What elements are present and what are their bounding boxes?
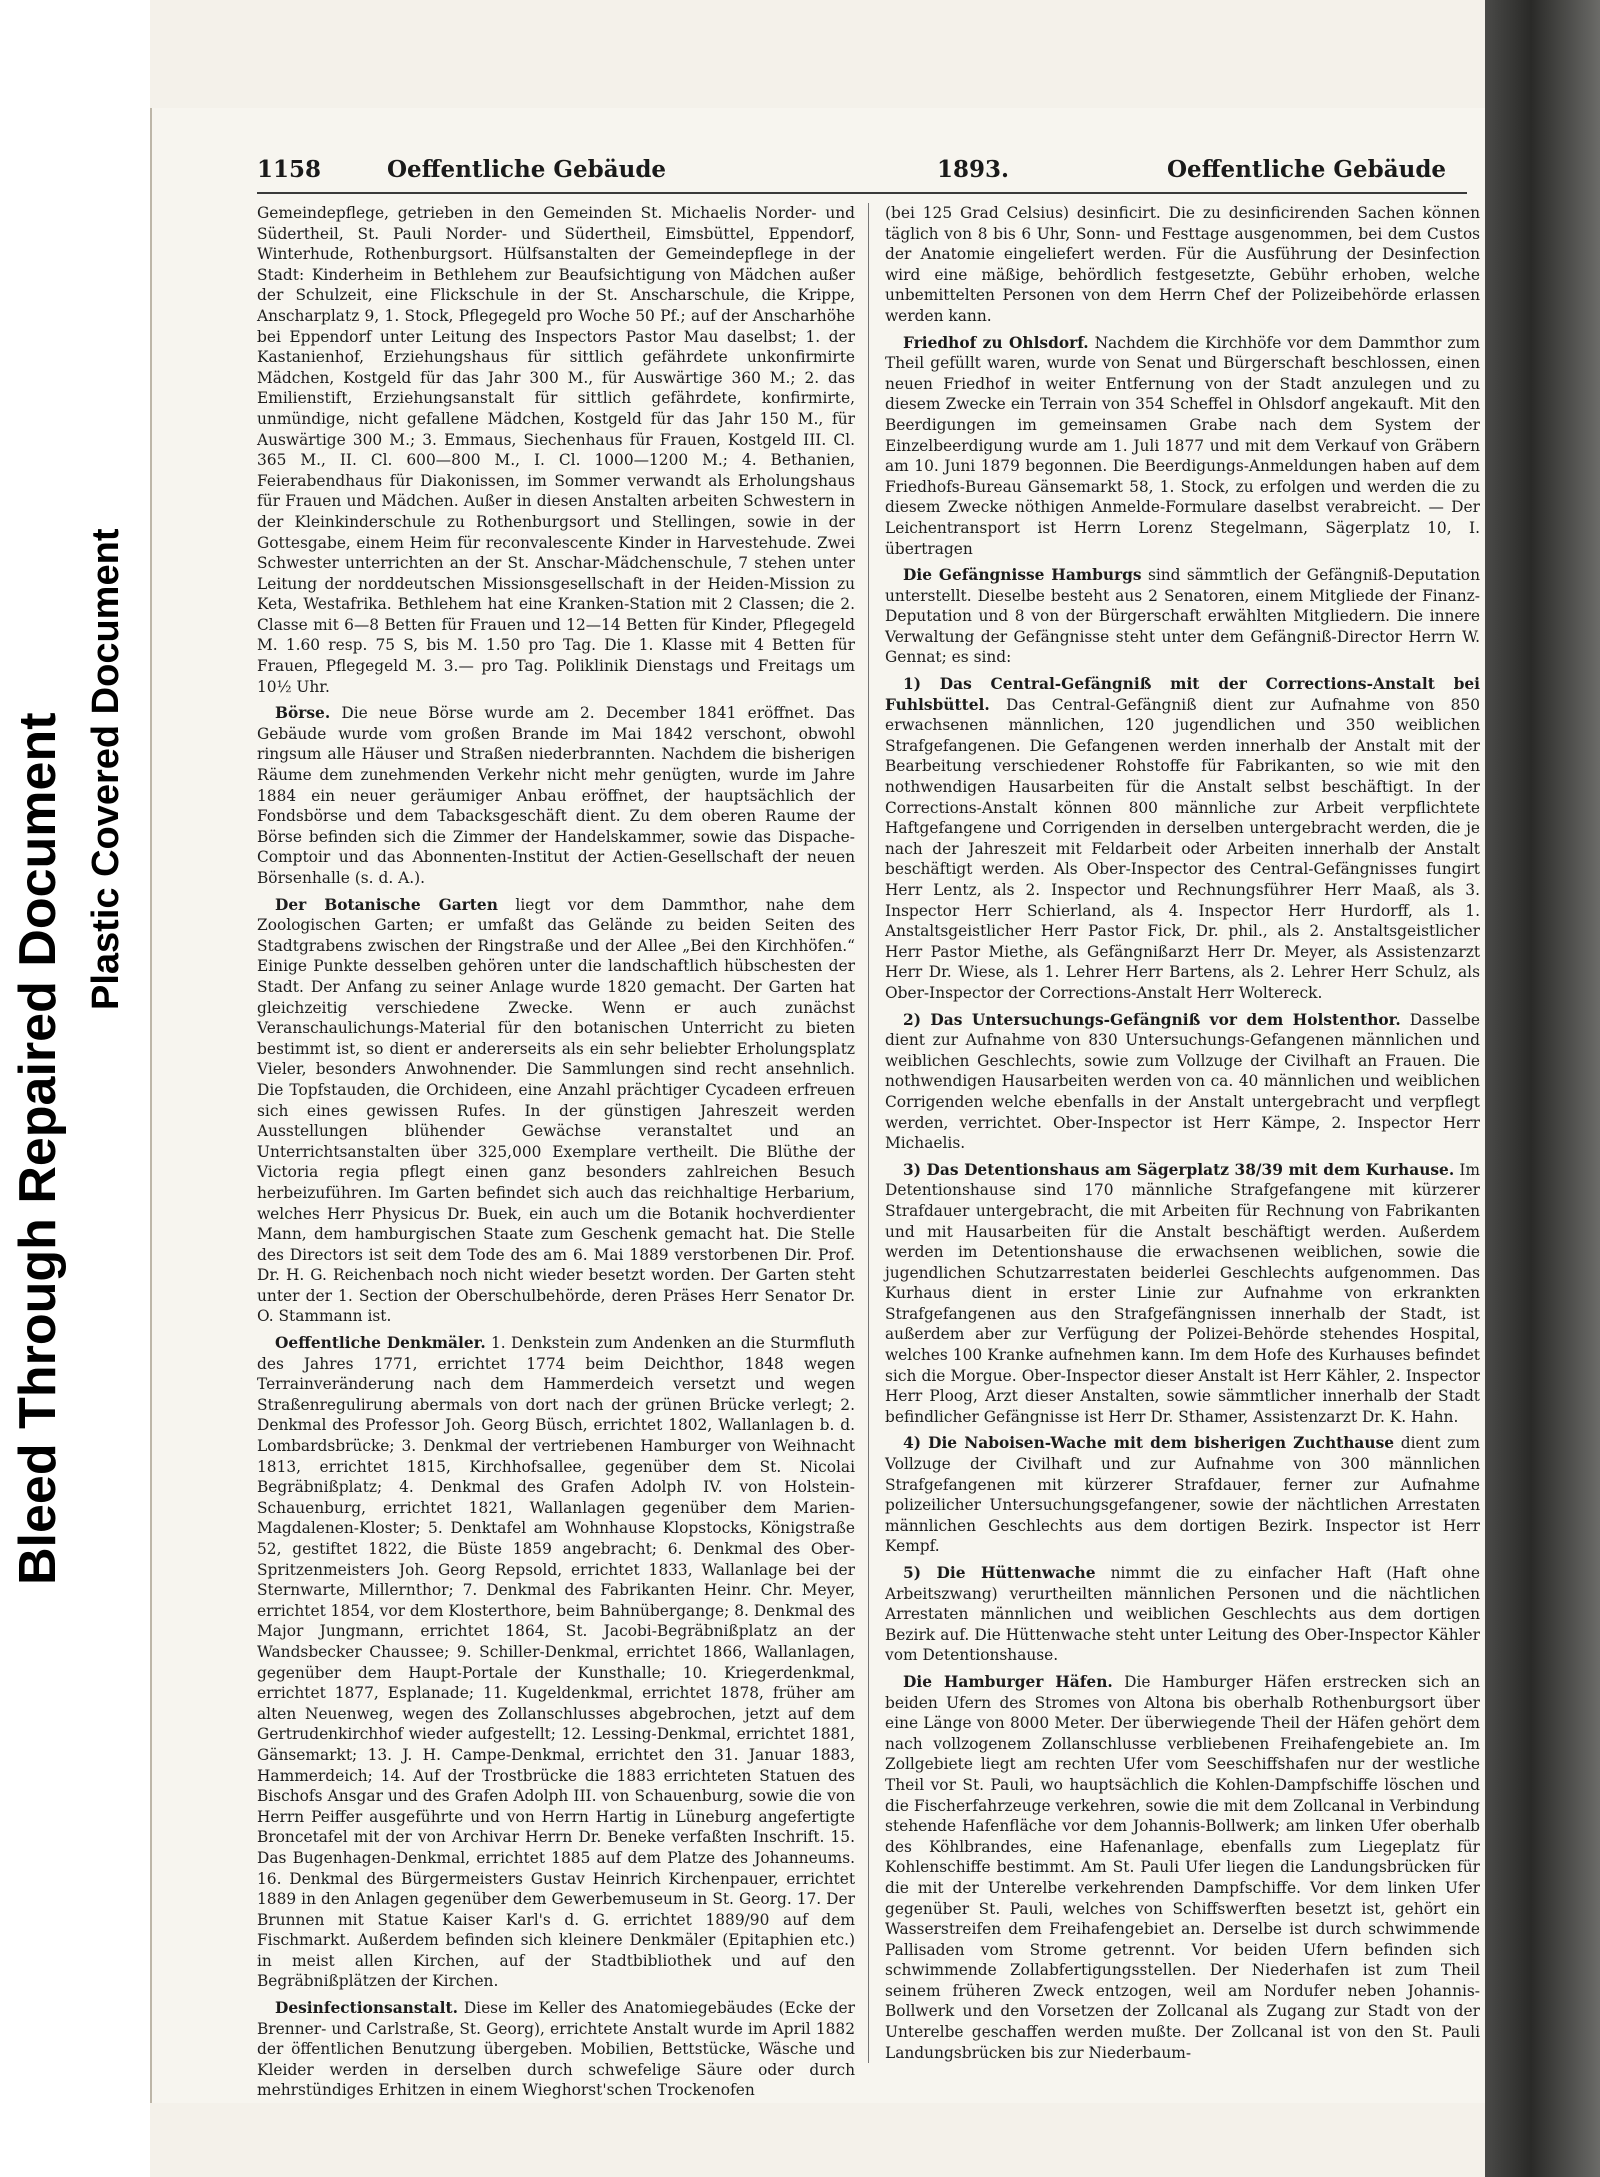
paragraph: Friedhof zu Ohlsdorf. Nachdem die Kirchhöfe vor dem Dammthor zum Theil gefüllt waren, wurde von Senat und Bürgerschaft beschlossen, einen neuen Friedhof in weiter Entfernung von der Stadt anzulegen und zu diesem Zwecke ein Terrain von 354 Scheffel in Ohlsdorf angekauft. Mit den Beerdigungen im gemeinsamen Grabe nach dem System der Einzelbeerdigung wurde am 1. Juli 1877 und mit dem Verkauf von Gräbern am 10. Juni 1879 begonnen. Die Beerdigungs-Anmeldungen haben auf dem Friedhofs-Bureau Gänsemarkt 58, 1. Stock, zu erfolgen und werden die zu diesem Zwecke nöthigen Anmelde-Formulare daselbst verabreicht. — Der Leichentransport ist Herrn Lorenz Stegelmann, Sägerplatz 10, I. übertragen (885, 333, 1480, 558)
paragraph: Oeffentliche Denkmäler. 1. Denkstein zum Andenken an die Sturmfluth des Jahres 1771, errichtet 1774 beim Deichthor, 1848 wegen Terrainveränderung nach dem Hammerdeich versetzt und wegen Straßenregulirung abermals von dort nach der grünen Brücke verlegt; 2. Denkmal des Professor Joh. Georg Büsch, errichtet 1802, Wallanlagen b. d. Lombardsbrücke; 3. Denkmal der vertriebenen Hamburger von Weihnacht 1813, errichtet 1815, Kirchhofsallee, gegenüber dem St. Nicolai Begräbnißplatz; 4. Denkmal des Grafen Adolph IV. von Holstein-Schauenburg, errichtet 1821, Wallanlagen gegenüber dem Marien-Magdalenen-Kloster; 5. Denktafel am Wohnhause Klopstocks, Königstraße 52, gestiftet 1822, die Büste 1859 angebracht; 6. Denkmal des Ober-Spritzenmeisters Joh. Georg Repsold, errichtet 1833, Wallanlage bei der Sternwarte, Millernthor; 7. Denkmal des Fabrikanten Heinr. Chr. Meyer, errichtet 1854, vor dem Klosterthore, beim Bahnübergange; 8. Denkmal des Major Jungmann, errichtet 1864, St. Jacobi-Begräbnißplatz an der Wandsbecker Chaussee; 9. Schiller-Denkmal, errichtet 1866, Wallanlagen, gegenüber dem Haupt-Portale der Kunsthalle; 10. Kriegerdenkmal, errichtet 1877, Esplanade; 11. Kugeldenkmal, errichtet 1878, früher am alten Neuenweg, wegen des Zollanschlusses abgebrochen, jetzt auf dem Gertrudenkirchhof wieder aufgestellt; 12. Lessing-Denkmal, errichtet 1881, Gänsemarkt; 13. J. H. Campe-Denkmal, errichtet den 31. Januar 1883, Hammerdeich; 14. Auf der Trostbrücke die 1883 errichteten Statuen des Bischofs Ansgar und des Grafen Adolph III. von Schauenburg, sowie die von Herrn Peiffer ausgeführte und von Herrn Hartig in Lüneburg angefertigte Broncetafel mit der von Archivar Herrn Dr. Beneke verfaßten Inschrift. 15. Das Bugenhagen-Denkmal, errichtet 1885 auf dem Platze des Johanneums. 16. Denkmal des Bürgermeisters Gustav Heinrich Kirchenpauer, errichtet 1889 in den Anlagen gegenüber dem Gewerbemuseum in St. Georg. 17. Der Brunnen mit Statue Kaiser Karl's d. G. errichtet 1889/90 auf dem Fischmarkt. Außerdem befinden sich kleinere Denkmäler (Epitaphien etc.) in meist allen Kirchen, auf der Stadtbibliothek und auf den Begräbnißplätzen der Kirchen. (257, 1334, 855, 1991)
paragraph: 3) Das Detentionshaus am Sägerplatz 38/39 mit dem Kurhause. Im Detentionshause sind 170 männliche Strafgefangene mit kürzerer Strafdauer untergebracht, die mit Arbeiten für Rechnung von Fabrikanten und mit Hausarbeiten für die Anstalt beschäftigt werden. Außerdem werden im Detentionshause die erwachsenen weiblichen, sowie die jugendlichen Schutzarrestaten beiderlei Geschlechts aufgenommen. Das Kurhaus dient in erster Linie zur Aufnahme von erkrankten Strafgefangenen aus den Strafgefängnissen innerhalb der Stadt, ist außerdem aber zur Verfügung der Polizei-Behörde stehendes Hospital, welches 100 Kranke aufnehmen kann. Im dem Hofe des Kurhauses befindet sich die Morgue. Ober-Inspector dieser Anstalt ist Herr Kähler, 2. Inspector Herr Ploog, Arzt dieser Anstalten, sowie sämmtlicher innerhalb der Stadt befindlicher Gefängnisse ist Herr Dr. Sthamer, Assistenzarzt Dr. K. Hahn. (885, 1160, 1480, 1426)
page-year: 1893. (937, 156, 1010, 183)
section-heading: Friedhof zu Ohlsdorf. (903, 333, 1089, 352)
section-heading: Oeffentliche Denkmäler. (275, 1334, 486, 1353)
page-number: 1158 (257, 156, 322, 183)
paragraph: Der Botanische Garten liegt vor dem Dammthor, nahe dem Zoologischen Garten; er umfaßt das Gelände zu beiden Seiten des Stadtgrabens zwischen der Ringstraße und der Allee „Bei den Kirchhöfen.“ Einige Punkte desselben gehören unter die landschaftlich hübschesten der Stadt. Der Anfang zu seiner Anlage wurde 1820 gemacht. Der Garten hat gleichzeitig verschiedene Zwecke. Wenn er auch zunächst Veranschaulichungs-Material für den botanischen Unterricht zu bieten bestimmt ist, so dient er andererseits als ein sehr beliebter Erholungsplatz Vieler, besonders Anwohnender. Die Sammlungen sind recht ansehnlich. Die Topfstauden, die Orchideen, eine Anzahl prächtiger Cycadeen erfreuen sich eines gewissen Rufes. In der günstigen Jahreszeit werden Ausstellungen blühender Gewächse veranstaltet und an Unterrichtsanstalten über 325,000 Exemplare vertheilt. Die Blüthe der Victoria regia pflegt einen ganz besonders zahlreichen Besuch herbeizuführen. Im Garten befindet sich auch das reichhaltige Herbarium, welches Herr Physicus Dr. Buek, ein auch um die Botanik hochverdienter Mann, dem hamburgischen Staate zum Geschenk gemacht hat. Die Stelle des Directors ist seit dem Tode des am 6. Mai 1889 verstorbenen Dir. Prof. Dr. H. G. Reichenbach noch nicht wieder besetzt worden. Der Garten steht unter der 1. Section der Oberschulbehörde, deren Präses Herr Senator Dr. O. Stammann ist. (257, 895, 855, 1326)
paragraph: Gemeindepflege, getrieben in den Gemeinden St. Michaelis Norder- und Südertheil, St. Pauli Norder- und Südertheil, Eimsbüttel, Eppendorf, Winterhude, Rothenburgsort. Hülfsanstalten der Gemeindepflege in der Stadt: Kinderheim in Bethlehem zur Beaufsichtigung von Mädchen außer der Schulzeit, eine Flickschule in der St. Anscharschule, die Krippe, Anscharplatz 9, 1. Stock, Pflegegeld pro Woche 50 Pf.; auf der Anscharhöhe bei Eppendorf unter Leitung des Inspectors Pastor Mau daselbst; 1. der Kastanienhof, Erziehungshaus für sittlich gefährdete unkonfirmirte Mädchen, Kostgeld für das Jahr 300 M., für Auswärtige 360 M.; 2. das Emilienstift, Erziehungsanstalt für sittlich gefährdete, konfirmirte, unmündige, nicht gefallene Mädchen, Kostgeld für das Jahr 150 M., für Auswärtige 300 M.; 3. Emmaus, Siechenhaus für Frauen, Kostgeld III. Cl. 365 M., II. Cl. 600—800 M., I. Cl. 1000—1200 M.; 4. Bethanien, Feierabendhaus für Diakonissen, im Sommer verwandt als Erholungshaus für Frauen und Mädchen. Außer in diesen Anstalten arbeiten Schwestern in der Kleinkinderschule zu Rothenburgsort und Stellingen, sowie in der Gottesgabe, einem Heim für reconvalescente Kinder in Harvestehude. Zwei Schwester unterrichten an der St. Anschar-Mädchenschule, 7 stehen unter Leitung der norddeutschen Missionsgesellschaft in der Heiden-Mission zu Keta, Westafrika. Bethlehem hat eine Kranken-Station mit 2 Classen; die 2. Classe mit 6—8 Betten für Frauen und 12—14 Betten für Kinder, Pflegegeld M. 1.60 resp. 75 S, bis M. 1.50 pro Tag. Die 1. Klasse mit 4 Betten für Frauen, Pflegegeld M. 3.— pro Tag. Poliklinik Dienstags und Freitags um 10½ Uhr. (257, 204, 855, 696)
section-heading: Der Botanische Garten (275, 895, 498, 914)
paragraph: 2) Das Untersuchungs-Gefängniß vor dem Holstenthor. Dasselbe dient zur Aufnahme von 830 Untersuchungs-Gefangenen männlichen und weiblichen Geschlechts, sowie zum Vollzuge der Civilhaft an Frauen. Die nothwendigen Hausarbeiten werden von ca. 40 männlichen und weiblichen Corrigenden welche ebenfalls in der Anstalt untergebracht und verpflegt werden, verrichtet. Ober-Inspector ist Herr Kämpe, 2. Inspector Herr Michaelis. (885, 1010, 1480, 1153)
left-column (257, 203, 855, 2100)
section-heading: 1) Das Central-Gefängniß mit der Corrections-Anstalt bei Fuhlsbüttel. (885, 675, 1480, 714)
document-page (150, 108, 1492, 2103)
section-heading: 4) Die Naboisen-Wache mit dem bisherigen Zuchthause (903, 1434, 1395, 1453)
paragraph: (bei 125 Grad Celsius) desinficirt. Die zu desinficirenden Sachen können täglich von 8 bis 6 Uhr, Sonn- und Festtage ausgenommen, bei dem Custos der Anatomie eingeliefert werden. Für die Ausführung der Desinfection wird eine mäßige, behördlich festgesetzte, Gebühr erhoben, welche unbemittelten Personen von dem Herrn Chef der Polizeibehörde erlassen werden kann. (885, 204, 1480, 325)
section-heading: 3) Das Detentionshaus am Sägerplatz 38/39 mit dem Kurhause. (903, 1160, 1455, 1179)
paragraph: 4) Die Naboisen-Wache mit dem bisherigen Zuchthause dient zum Vollzuge der Civilhaft und zur Aufnahme von 300 männlichen Strafgefangenen mit kürzerer Strafdauer, ferner zur Aufnahme polizeilicher Untersuchungsgefangener, sowie der nächtlichen Arrestaten männlichen Geschlechts aus dem dortigen Bezirk. Inspector ist Herr Kempf. (885, 1434, 1480, 1556)
section-heading: Die Gefängnisse Hamburgs (903, 566, 1142, 585)
running-title-right: Oeffentliche Gebäude (1167, 156, 1447, 183)
paragraph: Die Hamburger Häfen. Die Hamburger Häfen erstrecken sich an beiden Ufern des Stromes von Altona bis oberhalb Rothenburgsort über eine Länge von 8000 Meter. Der überwiegende Theil der Häfen gehört dem nach vollzogenem Zollanschlusse verbliebenen Freihafengebiete an. Im Zollgebiete liegt am rechten Ufer vom Seeschiffshafen nur der westliche Theil vor St. Pauli, wo hauptsächlich die Kohlen-Dampfschiffe löschen und die Fischerfahrzeuge verkehren, sowie die mit dem Zollcanal in Verbindung stehende Hafenfläche vor dem Johannis-Bollwerk; am linken Ufer oberhalb des Köhlbrandes, eine Hafenanlage, ebenfalls zum Liegeplatz für Kohlenschiffe bestimmt. Am St. Pauli Ufer liegen die Landungsbrücken für die mit der Unterelbe verkehrenden Dampfschiffe. Vor dem linken Ufer gegenüber St. Pauli, welches von Schiffswerften besetzt ist, gehört ein Wasserstreifen dem Freihafengebiet an. Derselbe ist durch schwimmende Pallisaden vom Strome getrennt. Vor beiden Ufern befinden sich schwimmende Zollabfertigungsstellen. Der Niederhafen ist zum Theil seinem früheren Zweck entzogen, weil am Nordufer neben Johannis-Bollwerk und den Vorsetzen der Zollcanal als Zugang zur Stadt von der Unterelbe geschaffen werden mußte. Der Zollcanal ist von den St. Pauli Landungsbrücken bis zur Niederbaum- (885, 1672, 1480, 2062)
scanner-edge (1485, 0, 1600, 2177)
paragraph: Börse. Die neue Börse wurde am 2. December 1841 eröffnet. Das Gebäude wurde vom großen Brande im Mai 1842 verschont, obwohl ringsum alle Häuser und Straßen niederbrannten. Nachdem die bisherigen Räume dem zunehmenden Verkehr nicht mehr genügten, wurde im Jahre 1884 ein neuer geräumiger Anbau eröffnet, der hauptsächlich der Fondsbörse und dem Tabacksgeschäft dient. Zu dem oberen Raume der Börse befinden sich die Zimmer der Handelskammer, sowie das Dispache-Comptoir und das Abonnenten-Institut der Actien-Gesellschaft der neuen Börsenhalle (s. d. A.). (257, 704, 855, 887)
paragraph: Die Gefängnisse Hamburgs sind sämmtlich der Gefängniß-Deputation unterstellt. Dieselbe besteht aus 2 Senatoren, einem Mitgliede der Finanz-Deputation und 8 von der Bürgerschaft erwählten Mitgliedern. Die innere Verwaltung der Gefängnisse steht unter dem Gefängniß-Director Herrn W. Gennat; es sind: (885, 566, 1480, 667)
paragraph: Desinfectionsanstalt. Diese im Keller des Anatomiegebäudes (Ecke der Brenner- und Carlstraße, St. Georg), errichtete Anstalt wurde im April 1882 der öffentlichen Benutzung übergeben. Mobilien, Bettstücke, Wäsche und Kleider werden in derselben durch schwefelige Säure oder durch mehrstündiges Erhitzen in einem Wieghorst'schen Trockenofen (257, 1999, 855, 2100)
bleed-through-stamp: Bleed Through Repaired Document (9, 712, 67, 1585)
plastic-covered-stamp: Plastic Covered Document (85, 528, 127, 1010)
running-title-left: Oeffentliche Gebäude (387, 156, 667, 183)
header-rule (257, 192, 1467, 194)
section-heading: Die Hamburger Häfen. (903, 1672, 1113, 1691)
column-divider (868, 203, 869, 2063)
scan-margin (0, 0, 150, 2177)
paragraph: 1) Das Central-Gefängniß mit der Corrections-Anstalt bei Fuhlsbüttel. Das Central-Gefängniß dient zur Aufnahme von 850 erwachsenen männlichen, 120 jugendlichen und 350 weiblichen Strafgefangenen. Die Gefangenen werden innerhalb der Anstalt mit der Bearbeitung verschiedener Rohstoffe für Fabrikanten, so wie mit den nothwendigen Hausarbeiten für die Anstalt selbst beschäftigt. In der Corrections-Anstalt können 800 männliche zur Arbeit verpflichtete Haftgefangene und Corrigenden in derselben untergebracht werden, die je nach der Jahreszeit mit Feldarbeit oder Arbeiten innerhalb der Anstalt beschäftigt werden. Als Ober-Inspector des Central-Gefängnisses fungirt Herr Lentz, als 2. Inspector und Rechnungsführer Herr Maaß, als 3. Inspector Herr Schierland, als 4. Inspector Herr Hurdorff, als 1. Anstaltsgeistlicher Herr Pastor Fick, Dr. phil., als 2. Anstaltsgeistlicher Herr Pastor Miethe, als Gefängnißarzt Herr Dr. Meyer, als Assistenzarzt Herr Dr. Wiese, als 1. Lehrer Herr Bartens, als 2. Lehrer Herr Schulz, als Ober-Inspector der Corrections-Anstalt Herr Woltereck. (885, 675, 1480, 1002)
section-heading: Desinfectionsanstalt. (275, 1999, 458, 2018)
section-heading: 2) Das Untersuchungs-Gefängniß vor dem Holstenthor. (903, 1010, 1401, 1029)
section-heading: Börse. (275, 704, 331, 723)
right-column (885, 203, 1480, 2063)
section-heading: 5) Die Hüttenwache (903, 1564, 1096, 1582)
paragraph: 5) Die Hüttenwache nimmt die zu einfacher Haft (Haft ohne Arbeitszwang) verurtheilten männlichen Personen und die nächtlichen Arrestaten männlichen und weiblichen Geschlechts aus dem dortigen Bezirk auf. Die Hüttenwache steht unter Leitung des Ober-Inspector Kähler vom Detentionshause. (885, 1564, 1480, 1665)
page-header (257, 156, 1467, 192)
